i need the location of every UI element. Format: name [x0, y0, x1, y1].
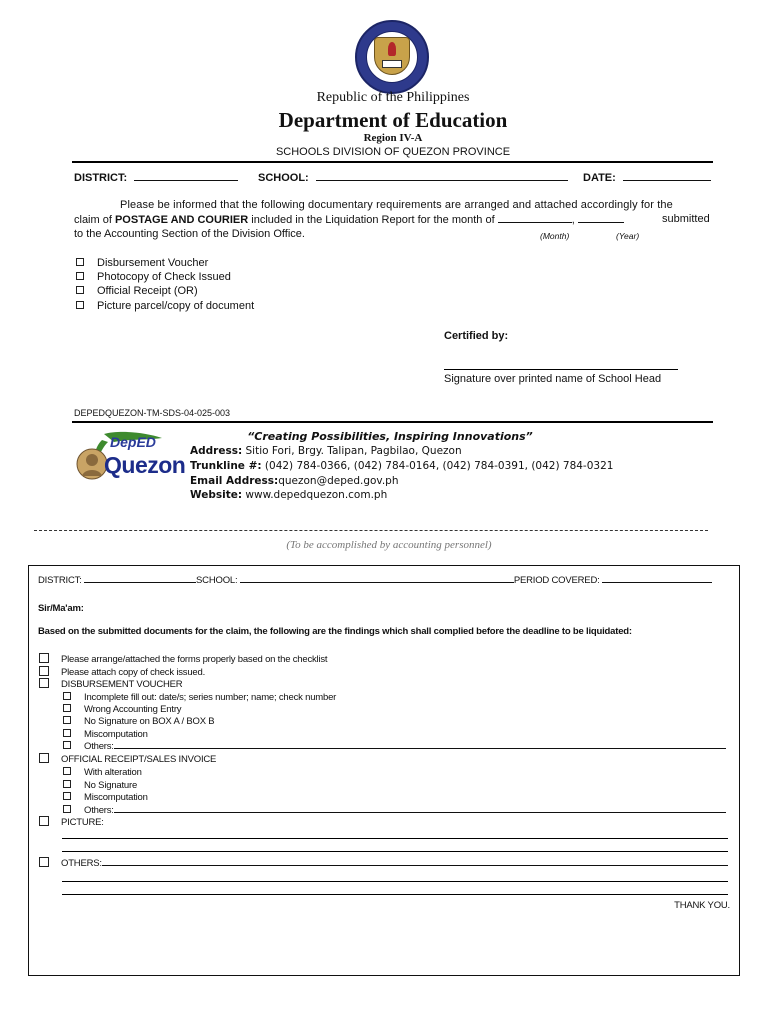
- checkbox[interactable]: [39, 666, 49, 676]
- or-others-blank[interactable]: [114, 805, 726, 813]
- school-field[interactable]: [258, 171, 568, 184]
- others-blank[interactable]: [102, 858, 728, 866]
- or-sub-item[interactable]: Others:: [63, 805, 726, 816]
- finding-item[interactable]: Please attach copy of check issued.: [39, 667, 205, 678]
- checkbox[interactable]: [76, 286, 84, 294]
- findings-intro: Based on the submitted documents for the claim, the following are the findings which shall complied before the deadline to be liquidated:: [38, 626, 632, 637]
- picture-line[interactable]: [62, 851, 728, 852]
- checkbox[interactable]: [63, 741, 71, 749]
- certified-by-label: Certified by:: [444, 330, 509, 342]
- checkbox[interactable]: [63, 792, 71, 800]
- email-link[interactable]: quezon@deped.gov.ph: [278, 475, 399, 487]
- division-label: SCHOOLS DIVISION OF QUEZON PROVINCE: [275, 146, 511, 158]
- district-blank[interactable]: [134, 171, 238, 181]
- acct-header-row: [38, 575, 712, 586]
- picture-line[interactable]: [62, 838, 728, 839]
- month-caption: (Month): [540, 231, 570, 241]
- signature-caption: Signature over printed name of School Head: [444, 373, 662, 385]
- website-line: Website: www.depedquezon.com.ph: [190, 489, 388, 501]
- trunkline-line: Trunkline #: (042) 784-0366, (042) 784-0164, (042) 784-0391, (042) 784-0321: [190, 460, 614, 472]
- finding-item[interactable]: Please arrange/attached the forms properly based on the checklist: [39, 654, 327, 665]
- checkbox[interactable]: [76, 301, 84, 309]
- school-blank[interactable]: [316, 171, 568, 181]
- finding-item[interactable]: OTHERS:: [39, 858, 728, 869]
- checkbox[interactable]: [39, 678, 49, 688]
- date-field[interactable]: [583, 171, 711, 184]
- checklist-item[interactable]: Picture parcel/copy of document: [76, 300, 254, 312]
- website-link[interactable]: www.depedquezon.com.ph: [245, 489, 388, 501]
- finding-item[interactable]: DISBURSEMENT VOUCHER: [39, 679, 182, 690]
- footer-divider: [72, 421, 713, 423]
- checkbox[interactable]: [76, 272, 84, 280]
- deped-seal-icon: [355, 20, 429, 94]
- claim-type: POSTAGE AND COURIER: [114, 214, 249, 226]
- or-sub-item[interactable]: Miscomputation: [63, 792, 148, 803]
- finding-item[interactable]: PICTURE:: [39, 817, 104, 828]
- year-caption: (Year): [616, 231, 640, 241]
- tagline: “Creating Possibilities, Inspiring Innovations”: [247, 430, 533, 443]
- checkbox[interactable]: [63, 767, 71, 775]
- others-line[interactable]: [62, 881, 728, 882]
- date-label: DATE:: [583, 172, 616, 184]
- address-line: Address: Sitio Fori, Brgy. Talipan, Pagbilao, Quezon: [190, 445, 462, 457]
- year-blank[interactable]: [578, 213, 624, 223]
- dv-sub-item[interactable]: Miscomputation: [63, 729, 148, 740]
- date-blank[interactable]: [623, 171, 711, 181]
- logo-quezon-text: Quezon: [104, 452, 186, 478]
- checklist-item[interactable]: Photocopy of Check Issued: [76, 271, 231, 283]
- or-sub-item[interactable]: No Signature: [63, 780, 137, 791]
- acct-district-blank[interactable]: [84, 575, 196, 583]
- dv-sub-item[interactable]: Wrong Accounting Entry: [63, 704, 181, 715]
- acct-district-label: DISTRICT:: [38, 575, 82, 586]
- email-line: Email Address:quezon@deped.gov.ph: [190, 475, 399, 487]
- or-sub-item[interactable]: With alteration: [63, 767, 142, 778]
- checklist-item[interactable]: Official Receipt (OR): [76, 285, 198, 297]
- checkbox[interactable]: [76, 258, 84, 266]
- district-label: DISTRICT:: [74, 172, 128, 184]
- checkbox[interactable]: [39, 653, 49, 663]
- checkbox[interactable]: [63, 716, 71, 724]
- district-field[interactable]: [74, 171, 238, 184]
- cut-line: [34, 530, 708, 531]
- republic-heading: Republic of the Philippines: [316, 90, 470, 105]
- checkbox[interactable]: [63, 692, 71, 700]
- dv-sub-item[interactable]: Others:: [63, 741, 726, 752]
- acct-school-label: SCHOOL:: [196, 575, 238, 586]
- month-blank[interactable]: [498, 213, 572, 223]
- checkbox[interactable]: [63, 729, 71, 737]
- department-title: Department of Education: [278, 108, 508, 132]
- acct-period-blank[interactable]: [602, 575, 712, 583]
- dv-sub-item[interactable]: No Signature on BOX A / BOX B: [63, 716, 214, 727]
- signature-line[interactable]: [444, 369, 678, 370]
- checkbox[interactable]: [39, 816, 49, 826]
- checklist-item[interactable]: Disbursement Voucher: [76, 257, 208, 269]
- accounting-note: (To be accomplished by accounting personnel): [286, 539, 492, 551]
- notice-line-1: Please be informed that the following documentary requirements are arranged and attached accordingly for the: [120, 199, 673, 211]
- checkbox[interactable]: [63, 780, 71, 788]
- finding-item[interactable]: OFFICIAL RECEIPT/SALES INVOICE: [39, 754, 216, 765]
- region-label: Region IV-A: [363, 132, 423, 144]
- salutation: Sir/Ma'am:: [38, 603, 84, 614]
- notice-line-3: to the Accounting Section of the Division Office.: [74, 228, 305, 240]
- checkbox[interactable]: [63, 805, 71, 813]
- acct-period-label: PERIOD COVERED:: [513, 575, 600, 586]
- thank-you: THANK YOU.: [674, 900, 730, 911]
- submitted-word: submitted: [662, 213, 710, 225]
- others-line[interactable]: [62, 894, 728, 895]
- document-code: DEPEDQUEZON-TM-SDS-04-025-003: [74, 408, 231, 418]
- dv-others-blank[interactable]: [114, 741, 726, 749]
- school-label: SCHOOL:: [258, 172, 309, 184]
- header-divider: [72, 161, 713, 163]
- checkbox[interactable]: [39, 753, 49, 763]
- logo-deped-text: DepED: [110, 434, 156, 450]
- dv-sub-item[interactable]: Incomplete fill out: date/s; series number; name; check number: [63, 692, 336, 703]
- deped-quezon-logo: [74, 430, 186, 490]
- notice-line-2: claim of POSTAGE AND COURIER included in the Liquidation Report for the month of ,: [74, 213, 714, 226]
- acct-school-blank[interactable]: [240, 575, 514, 583]
- checkbox[interactable]: [63, 704, 71, 712]
- checkbox[interactable]: [39, 857, 49, 867]
